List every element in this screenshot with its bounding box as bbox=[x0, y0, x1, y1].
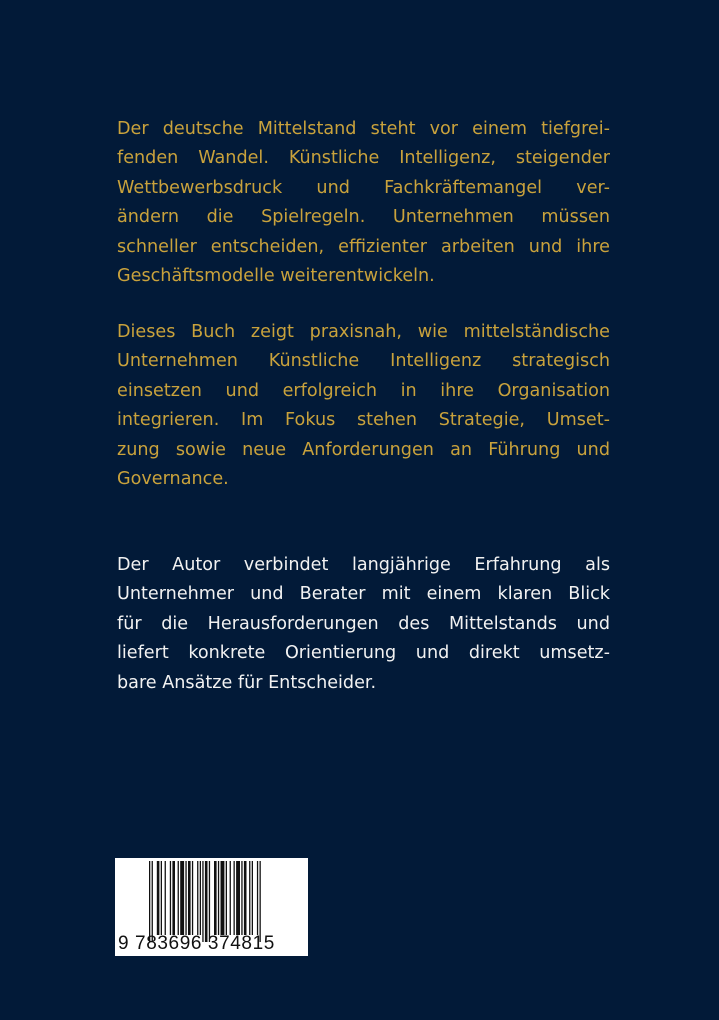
barcode-bar bbox=[249, 861, 250, 935]
barcode-bar bbox=[252, 861, 253, 935]
barcode-bar bbox=[260, 861, 261, 942]
barcode-bar bbox=[205, 861, 208, 942]
barcode-bar bbox=[161, 861, 162, 935]
barcode-bar bbox=[200, 861, 201, 935]
barcode-bar bbox=[241, 861, 242, 935]
text-line: fenden Wandel. Künstliche Intelligenz, steigender bbox=[117, 148, 610, 169]
barcode-bar bbox=[221, 861, 225, 935]
isbn-number: 9 783696 374815 bbox=[118, 933, 275, 954]
text-line: für die Herausforderungen des Mittelstands und bbox=[117, 613, 610, 634]
book-description-paragraph bbox=[117, 318, 610, 494]
barcode-bar bbox=[234, 861, 235, 935]
barcode-bar bbox=[236, 861, 240, 935]
text-line: ändern die Spielregeln. Unternehmen müssen bbox=[117, 207, 610, 228]
text-line: Unternehmen Künstliche Intelligenz strategisch bbox=[117, 351, 610, 372]
barcode-bar bbox=[180, 861, 184, 935]
barcode-bar bbox=[218, 861, 219, 935]
barcode-bar bbox=[172, 861, 175, 935]
text-line: Der Autor verbindet langjährige Erfahrung als bbox=[117, 555, 610, 575]
text-line: zung sowie neue Anforderungen an Führung und bbox=[117, 439, 610, 460]
barcode-bar bbox=[170, 861, 171, 935]
barcode-bar bbox=[152, 861, 153, 942]
barcode-bar bbox=[178, 861, 179, 935]
text-line: integrieren. Im Fokus stehen Strategie, Umset- bbox=[117, 410, 610, 431]
text-line: Dieses Buch zeigt praxisnah, wie mittelständische bbox=[117, 322, 610, 342]
barcode-bar bbox=[226, 861, 227, 935]
barcode-bar bbox=[192, 861, 193, 935]
author-paragraph bbox=[117, 551, 610, 698]
intro-paragraph bbox=[117, 115, 610, 291]
text-line: bare Ansätze für Entscheider. bbox=[117, 672, 377, 693]
barcode-bar bbox=[188, 861, 191, 935]
barcode-bar bbox=[202, 861, 203, 942]
barcode-bar bbox=[185, 861, 186, 935]
text-line: Wettbewerbsdruck und Fachkräftemangel ver- bbox=[117, 177, 610, 198]
barcode-bar bbox=[214, 861, 217, 935]
text-line: einsetzen und erfolgreich in ihre Organisation bbox=[117, 380, 610, 401]
barcode-bar bbox=[157, 861, 160, 935]
barcode-bar bbox=[197, 861, 198, 935]
barcode-bar bbox=[209, 861, 210, 942]
barcode-bar bbox=[230, 861, 231, 935]
text-line: Governance. bbox=[117, 468, 229, 489]
barcode-bar bbox=[257, 861, 258, 935]
isbn-barcode bbox=[115, 858, 308, 956]
barcode-bar bbox=[165, 861, 166, 935]
text-line: liefert konkrete Orientierung und direkt umsetz- bbox=[117, 643, 610, 664]
barcode-bar bbox=[149, 861, 150, 942]
text-line: Geschäftsmodelle weiterentwickeln. bbox=[117, 265, 435, 286]
text-line: schneller entscheiden, effizienter arbeiten und ihre bbox=[117, 236, 610, 257]
text-line: Unternehmer und Berater mit einem klaren Blick bbox=[117, 584, 610, 605]
barcode-bar bbox=[244, 861, 247, 935]
text-line: Der deutsche Mittelstand steht vor einem tiefgrei- bbox=[117, 119, 610, 139]
